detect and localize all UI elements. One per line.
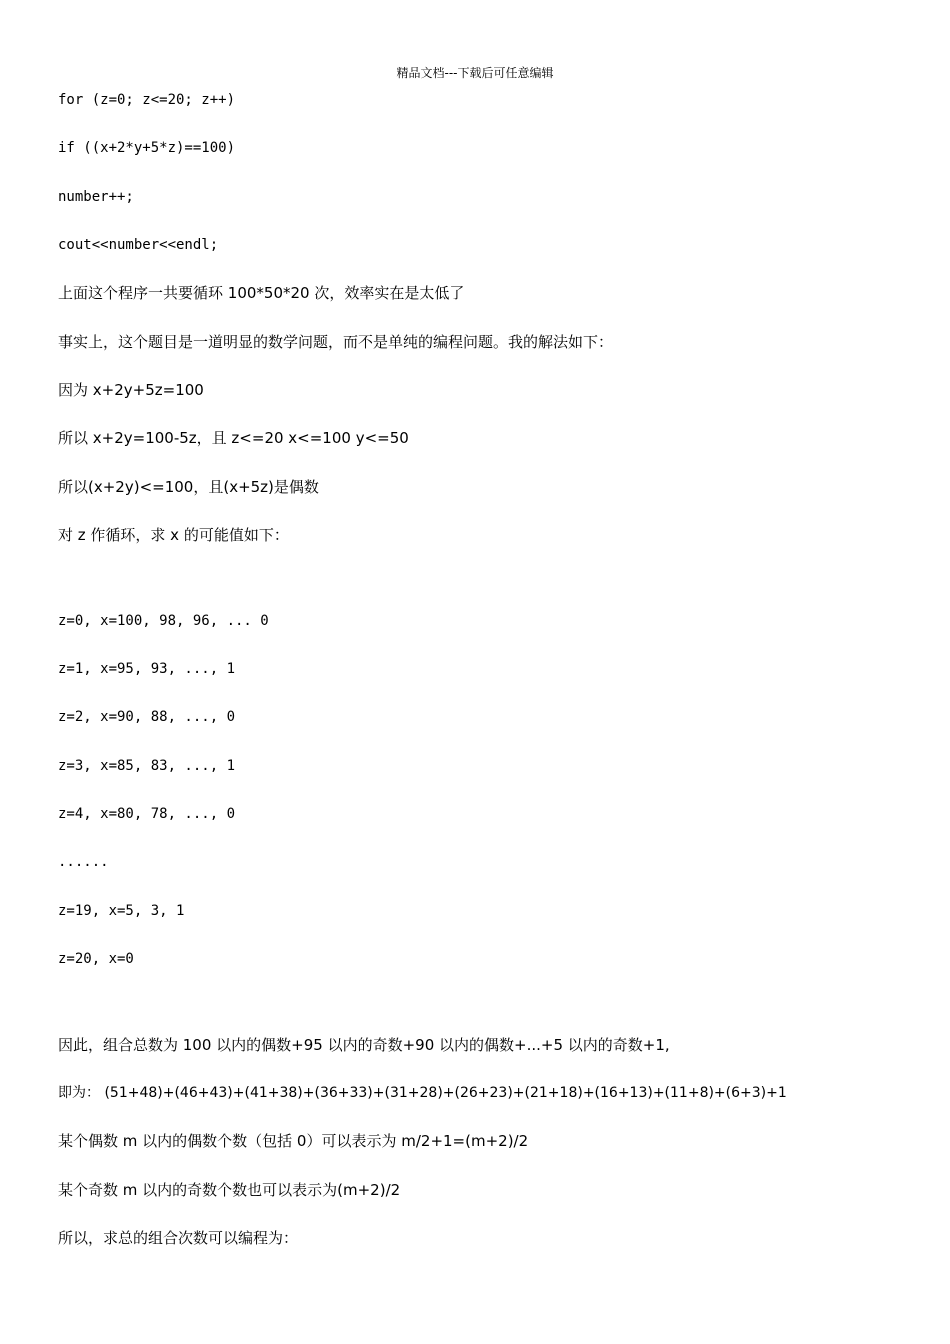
paragraph-odd-formula: 某个奇数 m 以内的奇数个数也可以表示为(m+2)/2 xyxy=(58,1181,401,1199)
list-item-z20: z=20, x=0 xyxy=(58,951,134,967)
paragraph-loop-intro: 对 z 作循环，求 x 的可能值如下： xyxy=(58,526,289,544)
paragraph-equation: 因为 x+2y+5z=100 xyxy=(58,381,204,399)
code-line-for-loop: for (z=0; z<=20; z++) xyxy=(58,92,236,108)
paragraph-sum-expression: 即为： (51+48)+(46+43)+(41+38)+(36+33)+(31+28)+(26+23)+(21+18)+(16+13)+(11+8)+(6+3)+1 xyxy=(58,1085,787,1101)
code-line-output: cout<<number<<endl; xyxy=(58,237,219,253)
paragraph-even-condition: 所以(x+2y)<=100，且(x+5z)是偶数 xyxy=(58,478,319,496)
paragraph-math-approach: 事实上，这个题目是一道明显的数学问题，而不是单纯的编程问题。我的解法如下： xyxy=(58,333,614,351)
paragraph-program-intro: 所以，求总的组合次数可以编程为： xyxy=(58,1229,299,1247)
list-item-z1: z=1, x=95, 93, ..., 1 xyxy=(58,661,236,677)
list-item-z3: z=3, x=85, 83, ..., 1 xyxy=(58,758,236,774)
list-item-ellipsis: ...... xyxy=(58,854,109,870)
list-item-z4: z=4, x=80, 78, ..., 0 xyxy=(58,806,236,822)
paragraph-total-count: 因此，组合总数为 100 以内的偶数+95 以内的奇数+90 以内的偶数+...+5 以内的奇数+1, xyxy=(58,1036,670,1054)
paragraph-loop-count: 上面这个程序一共要循环 100*50*20 次，效率实在是太低了 xyxy=(58,284,465,302)
list-item-z0: z=0, x=100, 98, 96, ... 0 xyxy=(58,613,269,629)
paragraph-derivation: 所以 x+2y=100-5z，且 z<=20 x<=100 y<=50 xyxy=(58,429,409,447)
list-item-z19: z=19, x=5, 3, 1 xyxy=(58,903,185,919)
code-line-increment: number++; xyxy=(58,189,134,205)
paragraph-even-formula: 某个偶数 m 以内的偶数个数（包括 0）可以表示为 m/2+1=(m+2)/2 xyxy=(58,1132,529,1150)
list-item-z2: z=2, x=90, 88, ..., 0 xyxy=(58,709,236,725)
page-header: 精品文档---下载后可任意编辑 xyxy=(396,66,554,80)
code-line-if-condition: if ((x+2*y+5*z)==100) xyxy=(58,140,236,156)
